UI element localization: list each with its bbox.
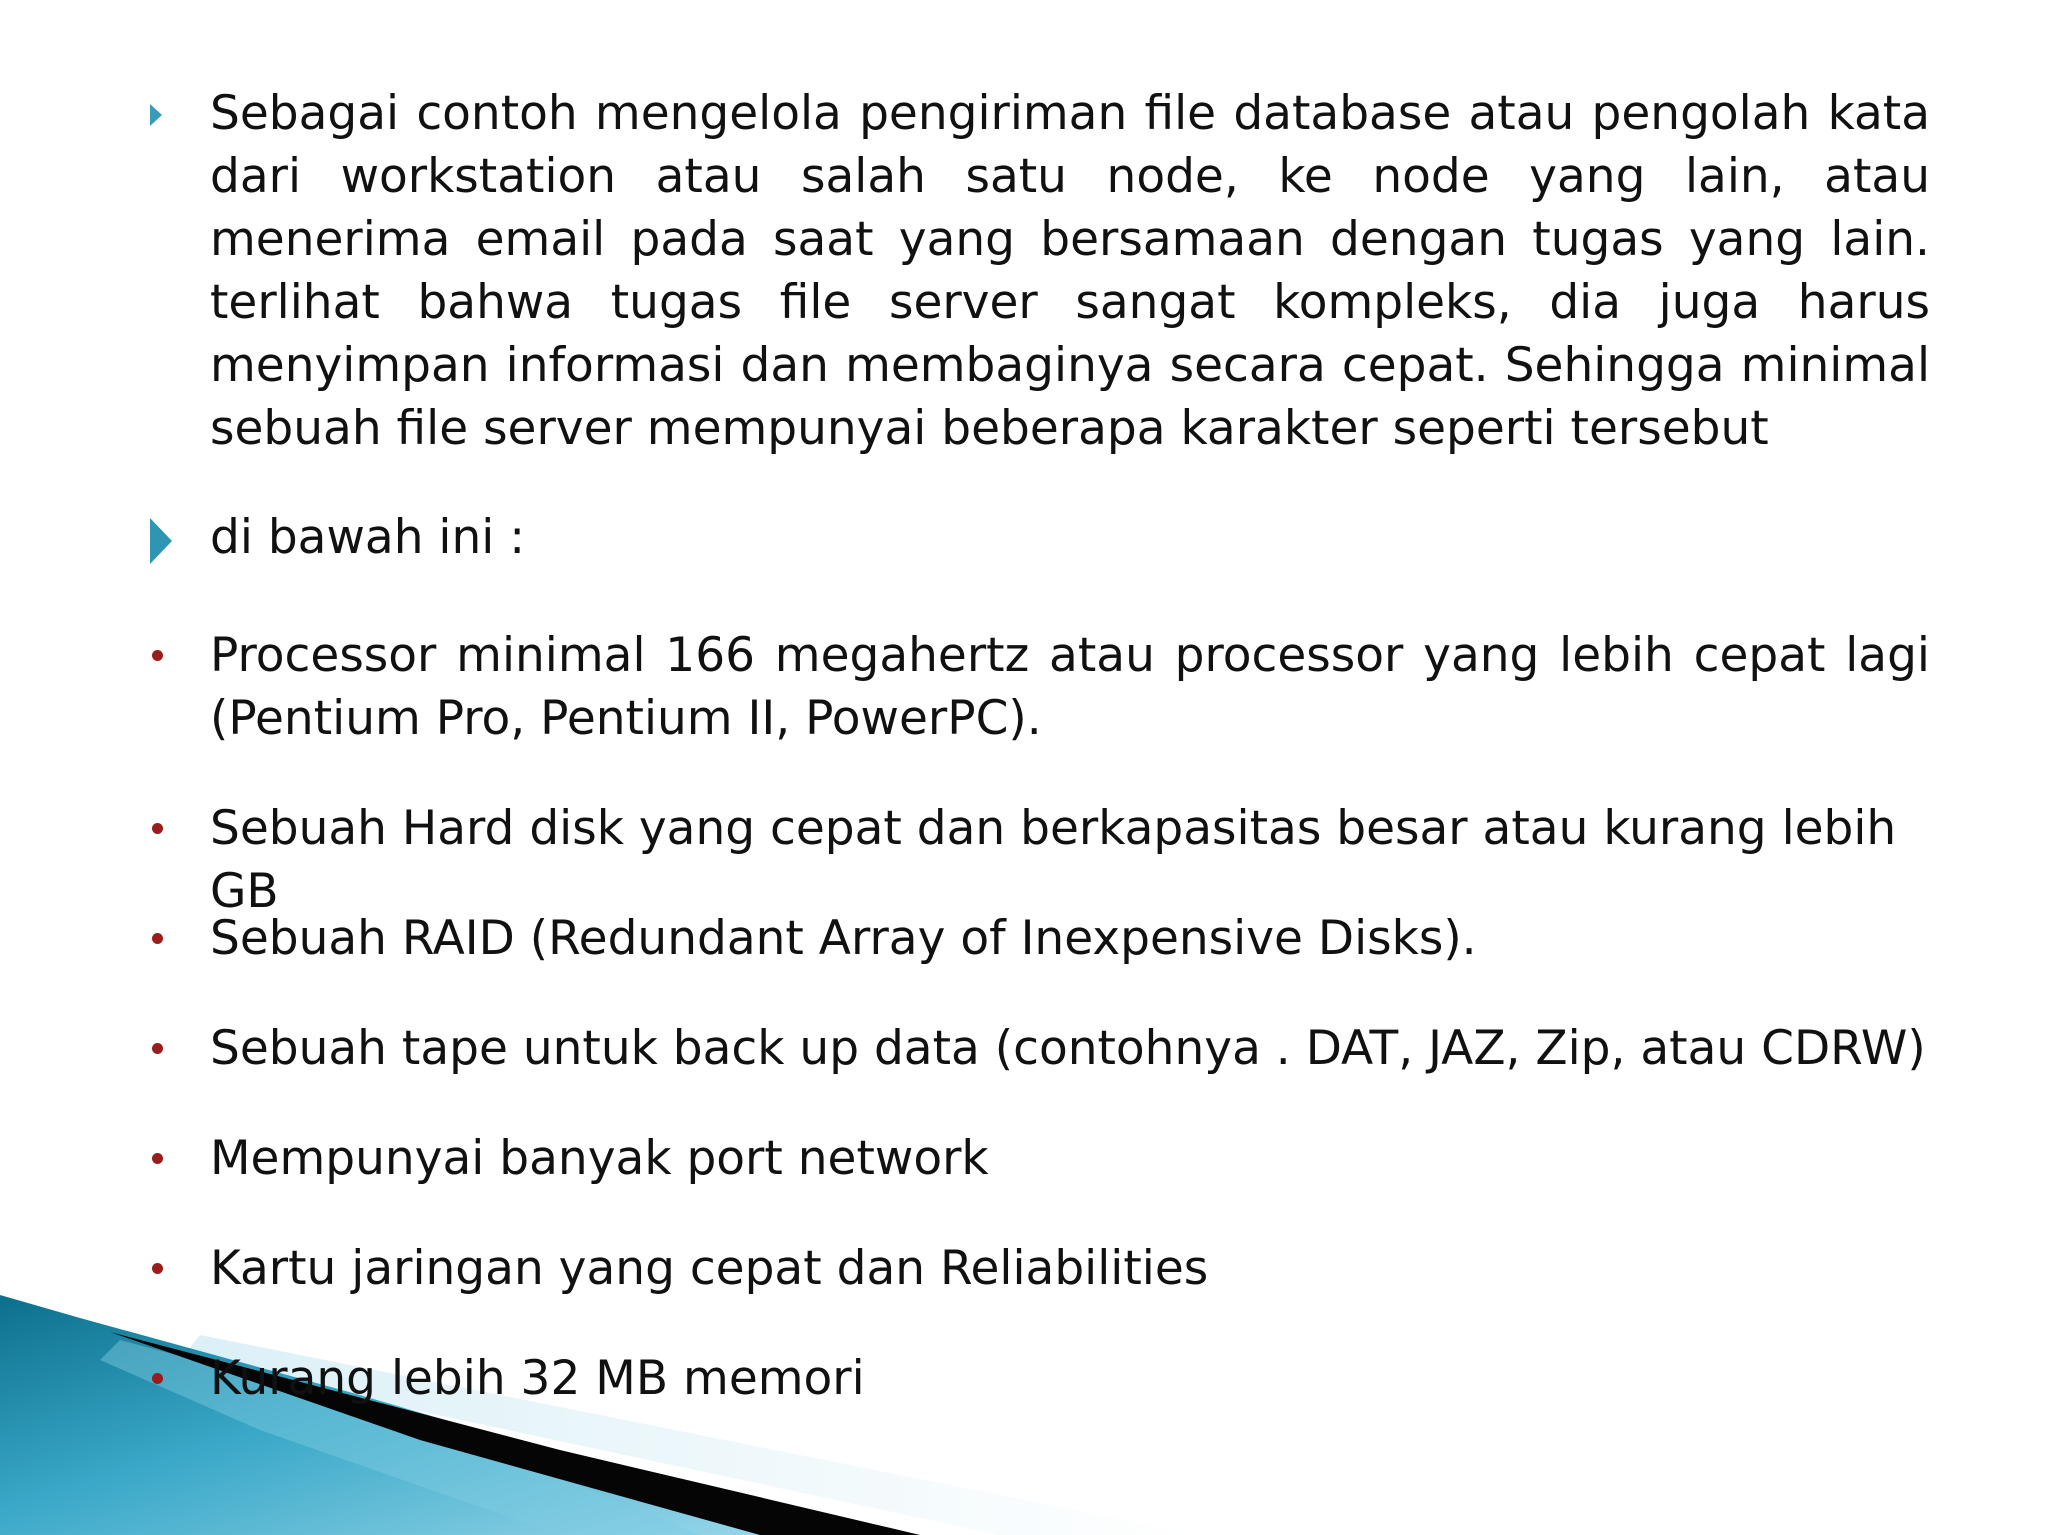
list-item [210,907,1930,970]
list-item-text: Processor minimal 166 megahertz atau processor yang lebih cepat lagi (Pentium Pro, Pentium II, PowerPC). [210,628,1930,746]
list-item [210,797,1930,923]
list-item [210,1347,1930,1410]
dot-bullet-icon [152,1043,163,1054]
dot-bullet-icon [152,1373,163,1384]
paragraph-text: Sebagai contoh mengelola pengiriman file database atau pengolah kata dari workstation atau salah satu node, ke node yang lain, atau menerima email pada saat yang bersamaan dengan tugas yang lain. terlihat bahwa tugas file server sangat kompleks, dia juga harus menyimpan informasi dan membaginya secara cepat. Sehingga minimal sebuah file server mempunyai beberapa karakter seperti tersebut [210,86,1930,456]
list-item [210,1127,1930,1190]
triangle-bullet-icon [150,104,162,126]
list-item-text: Mempunyai banyak port network [210,1131,989,1186]
list-item-text: Sebuah tape untuk back up data (contohnya . DAT, JAZ, Zip, atau CDRW) [210,1021,1926,1076]
dot-bullet-icon [152,1263,163,1274]
list-item [210,1017,1930,1080]
list-item-text: Kartu jaringan yang cepat dan Reliabilities [210,1241,1209,1296]
paragraph-text: di bawah ini : [210,510,526,565]
dot-bullet-icon [152,650,163,661]
list-item-text: Sebuah Hard disk yang cepat dan berkapasitas besar atau kurang lebih GB [210,801,1897,919]
list-item [210,1237,1930,1300]
dot-bullet-icon [152,823,163,834]
list-item-text: Kurang lebih 32 MB memori [210,1351,865,1406]
triangle-bullet-icon [150,518,172,564]
list-item [210,624,1930,750]
paragraph-item [210,506,1930,569]
dot-bullet-icon [152,1153,163,1164]
dot-bullet-icon [152,933,163,944]
list-item-text: Sebuah RAID (Redundant Array of Inexpensive Disks). [210,911,1477,966]
paragraph-item [210,82,1930,460]
